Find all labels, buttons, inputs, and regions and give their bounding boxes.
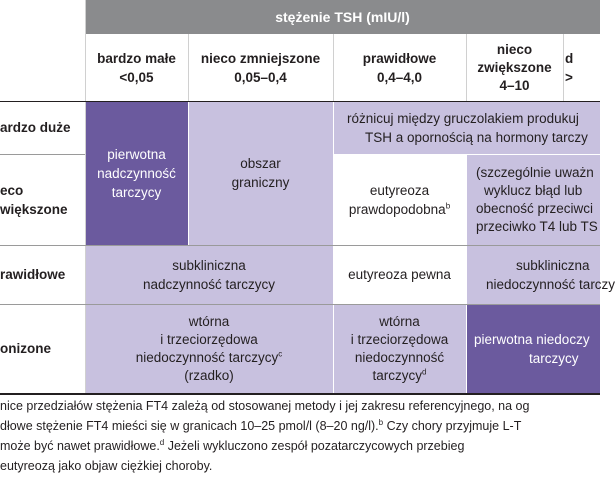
footnote-marker: b [445, 201, 451, 210]
cell-wtorna-trzeciorzedowa-2 [333, 304, 466, 393]
cell-line: różnicuj między gruczolakiem produkuj [347, 110, 579, 126]
cell-divider [333, 101, 334, 393]
row-label-obnizone [0, 304, 85, 393]
cell-eutyreoza-pewna [333, 245, 466, 304]
footnote-marker: c [278, 349, 283, 358]
cell-line: i trzeciorzędowa [350, 331, 449, 347]
cell-line-wrap [349, 200, 450, 219]
col-header-line: <0,05 [119, 69, 154, 85]
corner-cell-2 [0, 34, 85, 101]
footnote-line [0, 416, 600, 436]
cell-szczegolnie-uwaznie [466, 154, 600, 245]
cell-wtorna-trzeciorzedowa-1 [85, 304, 333, 393]
cell-line: wyklucz błąd lub [484, 182, 583, 198]
cell-line: eutyreoza pewna [348, 267, 451, 282]
col-header-line: > [565, 69, 573, 85]
table-footnote [0, 393, 600, 480]
footnote-marker: b [378, 417, 384, 427]
cell-line: niedoczynność [354, 349, 445, 365]
footnote-text: Jeżeli wykluczono zespół pozatarczycowych przebieg [164, 439, 465, 453]
row-label-text: większone [0, 201, 68, 217]
cell-subkliniczna-nadczynnosc [85, 245, 333, 304]
cell-pierwotna-nadczynnosc [85, 101, 188, 245]
row-label-text: onizone [0, 341, 51, 356]
table-rule [0, 101, 600, 102]
col-header-line: bardzo małe [97, 50, 176, 66]
col-header-line: 0,05–0,4 [234, 69, 287, 85]
col-header-nieco-zmniejszone [188, 34, 333, 101]
footnote-marker: d [159, 437, 165, 447]
cell-line: graniczny [231, 175, 290, 190]
cell-line: (rzadko) [184, 367, 234, 383]
row-label-text: ardzo duże [0, 120, 71, 135]
col-header-prawidlowe [333, 34, 466, 101]
cell-divider [563, 34, 564, 101]
cell-roznicuj [333, 101, 600, 154]
cell-line: tarczycy [529, 350, 579, 366]
cell-line: TSH a opornością na hormony tarczy [365, 129, 588, 145]
corner-cell [0, 0, 85, 34]
cell-line: wtórna [188, 313, 230, 329]
cell-obszar-graniczny [188, 101, 333, 245]
cell-line-wrap [373, 367, 427, 385]
cell-divider [188, 101, 189, 245]
footnote-marker: d [422, 367, 427, 376]
col-header-line: prawidłowe [362, 50, 437, 66]
col-header-line: nieco zmniejszone [200, 50, 321, 66]
cell-line: nadczynność tarczycy [142, 276, 276, 292]
footnote-line: nice przedziałów stężenia FT4 zależą od stosowanej metody i jej zakresu referencyjnego, na og [0, 399, 530, 413]
cell-line: eutyreoza [369, 182, 430, 198]
col-header-line: nieco [496, 41, 533, 57]
footnote-line [0, 436, 600, 456]
table-rule [333, 154, 600, 155]
cell-line: obszar [240, 156, 281, 171]
row-label-text: eco [0, 182, 24, 198]
col-header-nieco-zwiekszone [466, 34, 563, 101]
footnote-text: Czy chory przyjmuje L-T [383, 419, 522, 433]
col-header-line: zwiększone [477, 59, 552, 75]
tsh-header-text: stężenie TSH (mIU/l) [275, 8, 410, 25]
cell-divider [466, 34, 467, 101]
cell-line: tarczycy [111, 184, 162, 200]
cell-line: nadczynność [97, 165, 176, 181]
row-label-text: rawidłowe [0, 267, 66, 282]
cell-subkliniczna-niedoczynnosc [466, 245, 615, 304]
row-label-prawidlowe [0, 245, 85, 304]
cell-line: (szczególnie uważn [476, 164, 594, 180]
cell-line: niedoczynność tarczy [486, 276, 615, 292]
tsh-header [85, 0, 600, 34]
cell-line: i trzeciorzędowa [160, 331, 258, 347]
col-header-bardzo-male [85, 34, 188, 101]
table-rule [0, 304, 600, 305]
cell-divider [85, 0, 86, 393]
row-label-nieco-zwiekszone [0, 154, 85, 245]
col-header-line: d [565, 50, 574, 66]
cell-pierwotna-niedoczynnosc [466, 304, 600, 393]
table-rule [0, 245, 600, 246]
cell-line: wtórna [379, 313, 420, 329]
cell-line-wrap [136, 349, 283, 367]
col-header-duze [563, 34, 600, 101]
col-header-line: 4–10 [499, 77, 530, 93]
cell-line: tarczycy [372, 367, 423, 383]
footnote-text: może być nawet prawidłowe. [0, 439, 160, 453]
cell-line: pierwotna niedoczy [474, 331, 590, 347]
cell-line: pierwotna [107, 146, 166, 162]
cell-line: przeciwko T4 lub TS [476, 218, 598, 234]
cell-line: obecność przeciwci [476, 200, 594, 216]
col-header-line: 0,4–4,0 [376, 69, 423, 85]
cell-divider [466, 154, 467, 393]
table-rule [0, 154, 85, 155]
cell-line: niedoczynność tarczycy [135, 349, 279, 365]
cell-divider [188, 34, 189, 101]
footnote-text: dłowe stężenie FT4 mieści się w granicach 10–25 pmol/l (8–20 ng/l). [0, 419, 379, 433]
cell-eutyreoza-prawdopodobna [333, 154, 466, 245]
footnote-line: eutyreozą jako objaw ciężkiej choroby. [0, 459, 213, 473]
cell-line: prawdopodobna [348, 201, 446, 217]
cell-line: subkliniczna [172, 257, 246, 273]
cell-divider [333, 34, 334, 101]
cell-line: subkliniczna [516, 257, 590, 273]
row-label-bardzo-duze [0, 101, 85, 154]
